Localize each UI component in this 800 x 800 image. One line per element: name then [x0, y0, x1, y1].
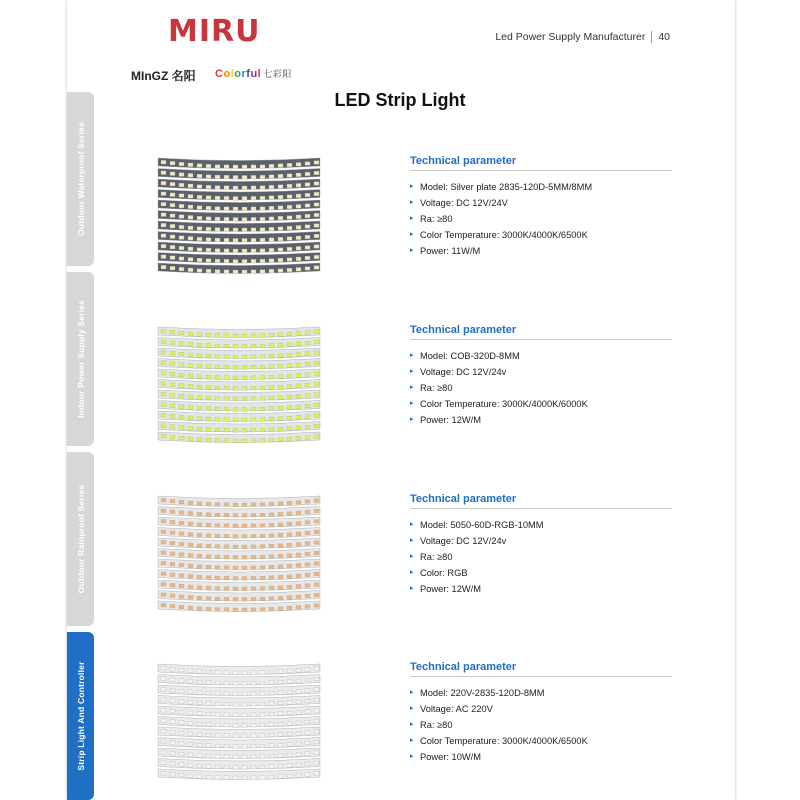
spec-heading: Technical parameter	[410, 155, 672, 171]
page-number: 40	[658, 31, 670, 43]
product-220v-2835	[152, 658, 672, 798]
bullet-icon: ▸	[410, 384, 414, 391]
tab-label: Strip Light And Controller	[75, 661, 86, 771]
bullet-icon: ▸	[410, 537, 414, 544]
tab-label: Outdoor Rainproof Series	[75, 484, 86, 594]
spec-item: ▸ Voltage: DC 12V/24v	[410, 364, 672, 380]
brand-colorful-word: Colorful	[215, 68, 262, 80]
tab-outdoor-rainproof[interactable]	[67, 452, 94, 626]
tab-strip-light-controller[interactable]	[67, 632, 94, 800]
product-5050-rgb	[152, 490, 672, 630]
spec-item: ▸ Model: COB-320D-8MM	[410, 348, 672, 364]
bullet-icon: ▸	[410, 215, 414, 222]
spec-item: ▸ Ra: ≥80	[410, 380, 672, 396]
led-strip-photo	[156, 321, 322, 451]
spec-item: ▸ Voltage: AC 220V	[410, 701, 672, 717]
tab-label: Outdoor Waterproof Series	[75, 122, 86, 236]
header-tagline: Led Power Supply Manufacturer	[495, 31, 646, 43]
tab-indoor-power-supply[interactable]	[67, 272, 94, 446]
spec-block	[410, 155, 672, 259]
brand-colorful-cn: 七彩阳	[263, 69, 292, 79]
spec-block	[410, 324, 672, 428]
bullet-icon: ▸	[410, 553, 414, 560]
led-strip-photo	[156, 152, 322, 282]
led-strip-photo	[156, 658, 322, 788]
spec-item: ▸ Ra: ≥80	[410, 549, 672, 565]
spec-item: ▸ Ra: ≥80	[410, 717, 672, 733]
spec-heading: Technical parameter	[410, 661, 672, 677]
product-silver-2835	[152, 152, 672, 292]
header-tagline-area	[495, 31, 670, 43]
bullet-icon: ▸	[410, 585, 414, 592]
spec-item: ▸ Model: Silver plate 2835-120D-5MM/8MM	[410, 179, 672, 195]
spec-item: ▸ Power: 10W/M	[410, 749, 672, 765]
spec-heading: Technical parameter	[410, 493, 672, 509]
bullet-icon: ▸	[410, 183, 414, 190]
tab-outdoor-waterproof[interactable]	[67, 92, 94, 266]
tab-label: Indoor Power Supply Series	[75, 299, 86, 419]
bullet-icon: ▸	[410, 352, 414, 359]
spec-block	[410, 493, 672, 597]
spec-item: ▸ Voltage: DC 12V/24v	[410, 533, 672, 549]
bullet-icon: ▸	[410, 721, 414, 728]
bullet-icon: ▸	[410, 400, 414, 407]
spec-item: ▸ Color Temperature: 3000K/4000K/6500K	[410, 227, 672, 243]
brand-mingz: MInGZ 名阳	[131, 69, 196, 83]
bullet-icon: ▸	[410, 569, 414, 576]
spec-item: ▸ Ra: ≥80	[410, 211, 672, 227]
spec-list	[410, 517, 672, 597]
spec-block	[410, 661, 672, 765]
bullet-icon: ▸	[410, 247, 414, 254]
bullet-icon: ▸	[410, 689, 414, 696]
spec-item: ▸ Color: RGB	[410, 565, 672, 581]
spec-item: ▸ Color Temperature: 3000K/4000K/6000K	[410, 396, 672, 412]
led-strip-photo	[156, 490, 322, 620]
spec-heading: Technical parameter	[410, 324, 672, 340]
brand-colorful	[215, 67, 292, 80]
spec-list	[410, 348, 672, 428]
spec-item: ▸ Power: 12W/M	[410, 581, 672, 597]
bullet-icon: ▸	[410, 753, 414, 760]
bullet-icon: ▸	[410, 705, 414, 712]
bullet-icon: ▸	[410, 368, 414, 375]
spec-item: ▸ Model: 220V-2835-120D-8MM	[410, 685, 672, 701]
miru-logo: MIRU	[168, 14, 261, 49]
spec-item: ▸ Model: 5050-60D-RGB-10MM	[410, 517, 672, 533]
product-cob-320d	[152, 321, 672, 461]
spec-item: ▸ Voltage: DC 12V/24V	[410, 195, 672, 211]
spec-list	[410, 179, 672, 259]
spec-item: ▸ Power: 12W/M	[410, 412, 672, 428]
bullet-icon: ▸	[410, 521, 414, 528]
spec-item: ▸ Color Temperature: 3000K/4000K/6500K	[410, 733, 672, 749]
spec-item: ▸ Power: 11W/M	[410, 243, 672, 259]
spec-list	[410, 685, 672, 765]
bullet-icon: ▸	[410, 199, 414, 206]
bullet-icon: ▸	[410, 416, 414, 423]
page-title: LED Strip Light	[334, 90, 466, 110]
bullet-icon: ▸	[410, 231, 414, 238]
bullet-icon: ▸	[410, 737, 414, 744]
